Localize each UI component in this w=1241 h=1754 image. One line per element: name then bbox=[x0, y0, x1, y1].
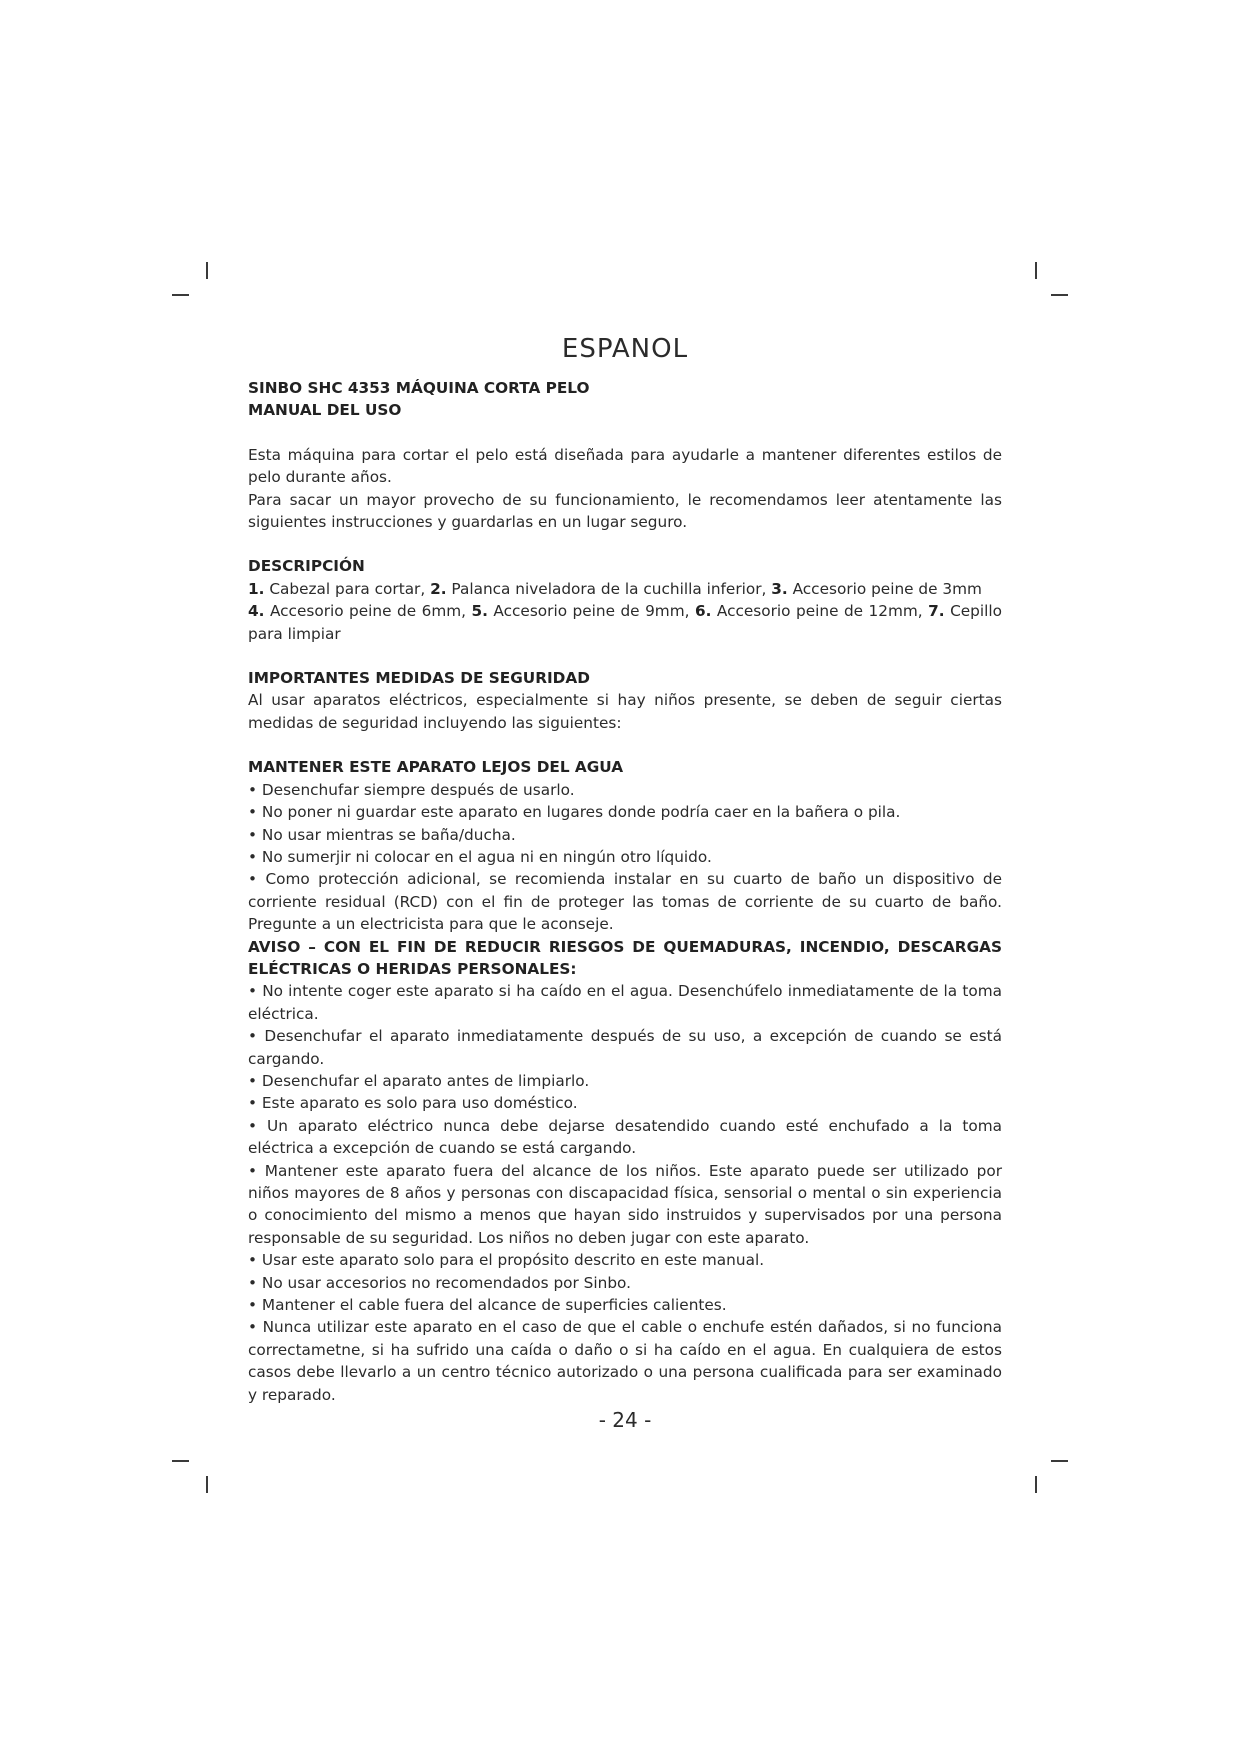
item-text: Accesorio peine de 12mm, bbox=[711, 602, 929, 621]
item-text: Accesorio peine de 9mm, bbox=[487, 602, 695, 621]
list-item: • No intente coger este aparato si ha caído en el agua. Desenchúfelo inmediatamente de la toma eléctrica. bbox=[248, 982, 1002, 1023]
list-item: • Desenchufar el aparato inmediatamente después de su uso, a excepción de cuando se está cargando. bbox=[248, 1027, 1002, 1068]
intro-paragraph: Para sacar un mayor provecho de su funcionamiento, le recomendamos leer atentamente las siguientes instrucciones y guardarlas en un lugar seguro. bbox=[248, 490, 1002, 532]
item-text: Palanca niveladora de la cuchilla inferior, bbox=[446, 579, 772, 598]
product-title: SINBO SHC 4353 MÁQUINA CORTA PELO bbox=[248, 379, 590, 397]
item-number: 5. bbox=[471, 602, 488, 621]
item-number: 4. bbox=[248, 602, 265, 621]
crop-mark bbox=[206, 1476, 208, 1493]
list-item: • Mantener el cable fuera del alcance de superficies calientes. bbox=[248, 1296, 727, 1315]
list-item: • No usar accesorios no recomendados por Sinbo. bbox=[248, 1273, 631, 1292]
item-number: 7. bbox=[928, 602, 945, 621]
page-title: ESPANOL bbox=[561, 334, 689, 364]
crop-mark bbox=[172, 294, 189, 296]
item-text: Cabezal para cortar, bbox=[264, 579, 431, 598]
crop-mark bbox=[1051, 294, 1068, 296]
water-heading: MANTENER ESTE APARATO LEJOS DEL AGUA bbox=[248, 758, 624, 777]
description-list bbox=[248, 578, 1002, 645]
page-content bbox=[248, 331, 1002, 1434]
list-item: • Desenchufar el aparato antes de limpiarlo. bbox=[248, 1071, 590, 1090]
warning-heading: AVISO – CON EL FIN DE REDUCIR RIESGOS DE QUEMADURAS, INCENDIO, DESCARGAS ELÉCTRICAS O HERIDAS PERSONALES: bbox=[248, 937, 1002, 978]
list-item: • No usar mientras se baña/ducha. bbox=[248, 825, 516, 844]
item-text: Accesorio peine de 3mm bbox=[787, 579, 982, 598]
list-item: • Mantener este aparato fuera del alcance de los niños. Este aparato puede ser utilizado por niños mayores de 8 años y personas con discapacidad física, sensorial o mental o sin experiencia o conocimiento del mismo a menos que hayan sido instruidos y supervisados por una persona responsable de su seguridad. Los niños no deben jugar con este aparato. bbox=[248, 1161, 1002, 1247]
crop-mark bbox=[1051, 1460, 1068, 1462]
item-number: 1. bbox=[248, 579, 265, 598]
crop-mark bbox=[1035, 262, 1037, 279]
list-item: • Como protección adicional, se recomienda instalar en su cuarto de baño un dispositivo de corriente residual (RCD) con el fin de proteger las tomas de corriente de su cuarto de baño. Pregunte a un electricista para que le aconseje. bbox=[248, 870, 1002, 934]
list-item: • Nunca utilizar este aparato en el caso de que el cable o enchufe estén dañados, si no funciona correctametne, si ha sufrido una caída o daño o si ha caído en el agua. En cualquiera de estos casos debe llevarlo a un centro técnico autorizado o una persona cualificada para ser examinado y reparado. bbox=[248, 1318, 1002, 1404]
item-text: Cepillo para limpiar bbox=[248, 602, 1002, 643]
list-item: • Un aparato eléctrico nunca debe dejarse desatendido cuando esté enchufado a la toma eléctrica a excepción de cuando se está cargando. bbox=[248, 1116, 1002, 1158]
list-item: • No poner ni guardar este aparato en lugares donde podría caer en la bañera o pila. bbox=[248, 803, 901, 822]
item-number: 2. bbox=[430, 579, 447, 598]
crop-mark bbox=[172, 1460, 189, 1462]
item-text: Accesorio peine de 6mm, bbox=[264, 602, 472, 621]
page-number: - 24 - bbox=[598, 1408, 652, 1433]
item-number: 3. bbox=[771, 579, 788, 598]
crop-mark bbox=[1035, 1476, 1037, 1493]
safety-heading: IMPORTANTES MEDIDAS DE SEGURIDAD bbox=[248, 669, 590, 688]
description-heading: DESCRIPCIÓN bbox=[248, 557, 365, 576]
manual-title: MANUAL DEL USO bbox=[248, 401, 402, 420]
list-item: • No sumerjir ni colocar en el agua ni en ningún otro líquido. bbox=[248, 847, 712, 866]
crop-mark bbox=[206, 262, 208, 279]
intro-paragraph: Esta máquina para cortar el pelo está diseñada para ayudarle a mantener diferentes estilos de pelo durante años. bbox=[248, 445, 1002, 487]
list-item: • Este aparato es solo para uso doméstico. bbox=[248, 1094, 578, 1113]
safety-paragraph: Al usar aparatos eléctricos, especialmente si hay niños presente, se deben de seguir ciertas medidas de seguridad incluyendo las siguientes: bbox=[248, 691, 1002, 732]
item-number: 6. bbox=[694, 602, 712, 621]
list-item: • Desenchufar siempre después de usarlo. bbox=[248, 780, 575, 799]
list-item: • Usar este aparato solo para el propósito descrito en este manual. bbox=[248, 1251, 765, 1270]
